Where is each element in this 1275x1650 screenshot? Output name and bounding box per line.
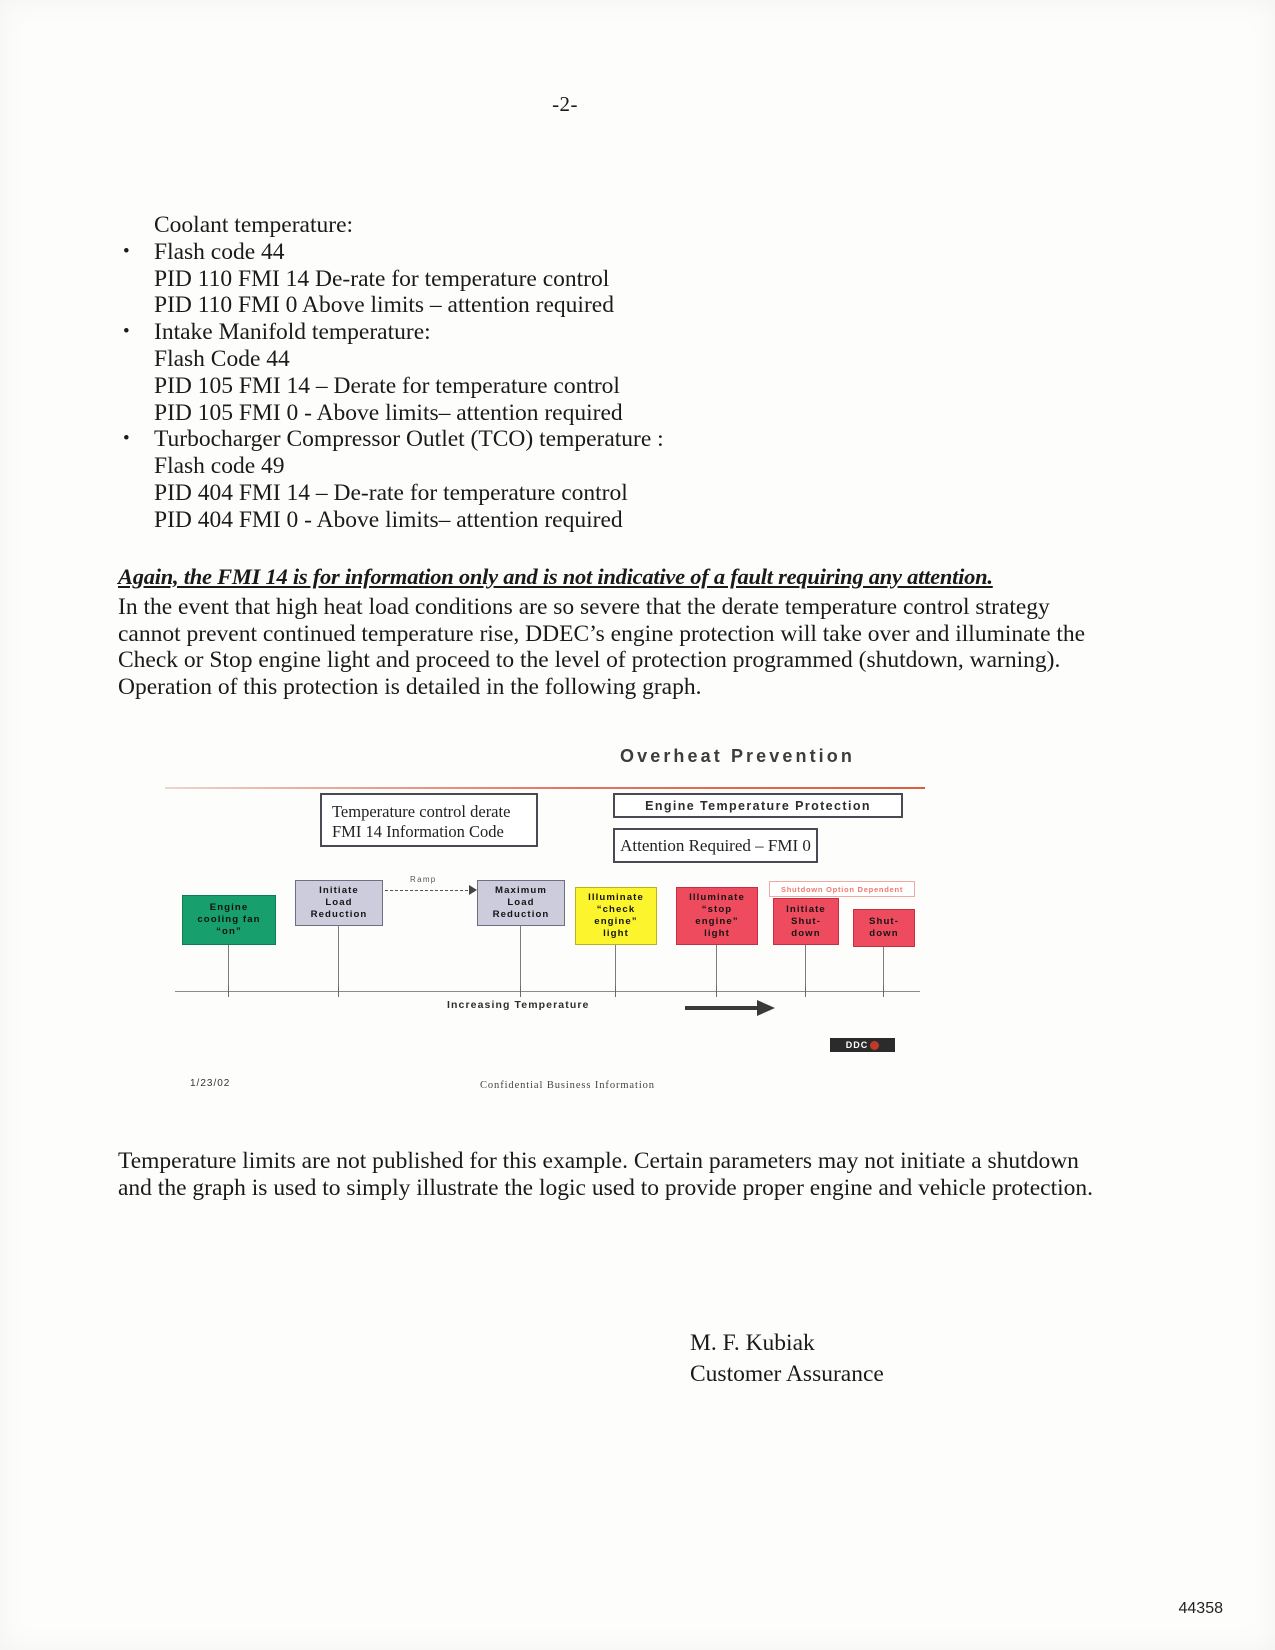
page-number: -2- (552, 92, 578, 116)
overheat-prevention-diagram (165, 735, 925, 1110)
paragraph-line: Check or Stop engine light and proceed to the level of protection programmed (shutdown, warning). (118, 647, 1061, 673)
flow-box-line: Load (325, 897, 353, 908)
bullet-spacer (118, 292, 154, 319)
closing-line: Temperature limits are not published for this example. Certain parameters may not initiate a shutdown (118, 1148, 1079, 1174)
list-item-text: PID 110 FMI 14 De-rate for temperature control (154, 265, 610, 292)
bullet-spacer (118, 212, 154, 239)
slide-date: 1/23/02 (190, 1078, 231, 1089)
flow-box-line: Shut- (868, 916, 899, 927)
list-item-text: PID 110 FMI 0 Above limits – attention required (154, 292, 614, 319)
flow-box-line: down (869, 928, 899, 939)
axis-tick (520, 986, 521, 997)
direction-arrow-head-icon (757, 1000, 775, 1016)
bullet-icon: • (123, 321, 130, 343)
stem-line (338, 926, 339, 991)
flow-box-line: Illuminate (689, 892, 745, 903)
document-id: 44358 (1178, 1600, 1223, 1617)
axis-label-increasing-temperature: Increasing Temperature (447, 999, 590, 1011)
flow-box-engine-cooling-fan (182, 895, 276, 945)
flow-box-line: Engine (209, 902, 249, 913)
list-item-text: Intake Manifold temperature: (154, 319, 431, 346)
list-item-text: Coolant temperature: (154, 212, 354, 238)
emphasis-statement: Again, the FMI 14 is for information only and is not indicative of a fault requiring any attention. (118, 564, 993, 589)
list-item (118, 319, 1098, 346)
axis-tick (883, 986, 884, 997)
list-item (118, 212, 1098, 239)
bullet-spacer (118, 480, 154, 507)
bullet-spacer (118, 266, 154, 293)
list-item-text: Flash code 44 (154, 238, 285, 265)
bullet-icon: • (123, 240, 130, 262)
list-item (118, 373, 1098, 400)
flow-box-line: light (603, 928, 629, 939)
flow-box-line: Initiate (319, 885, 359, 896)
bullet-spacer (118, 453, 154, 480)
stem-line (228, 945, 229, 991)
flow-box-maximum-load-reduction (477, 880, 565, 926)
list-item-text: Flash Code 44 (154, 345, 290, 372)
list-item (118, 400, 1098, 427)
flow-box-line: Illuminate (588, 892, 644, 903)
flow-box-initiate-shutdown (773, 898, 839, 945)
stem-line (716, 945, 717, 991)
list-item-text: PID 404 FMI 14 – De-rate for temperature control (154, 479, 628, 506)
axis-tick (615, 986, 616, 997)
ramp-label: Ramp (410, 875, 437, 884)
list-item-text: Flash code 49 (154, 453, 285, 480)
signature-name: M. F. Kubiak (690, 1330, 815, 1356)
stem-line (615, 945, 616, 991)
list-item (118, 480, 1098, 507)
shutdown-option-dependent-note: Shutdown Option Dependent (769, 881, 915, 897)
stem-line (805, 945, 806, 991)
slide-confidentiality-notice: Confidential Business Information (480, 1080, 655, 1091)
flow-box-line: Shut- (790, 915, 821, 927)
bullet-spacer (118, 400, 154, 427)
ddc-logo (830, 1038, 895, 1052)
flow-box-line: Load (507, 897, 535, 908)
list-item-text: PID 404 FMI 0 - Above limits– attention required (154, 506, 623, 533)
flow-box-line: “on” (216, 926, 242, 937)
caption-engine-temperature-protection: Engine Temperature Protection (613, 793, 903, 818)
caption-line-2: FMI 14 Information Code (332, 822, 504, 841)
axis-tick (338, 986, 339, 997)
flow-box-line: Reduction (492, 909, 550, 920)
signature-block (690, 1328, 884, 1390)
flow-box-line: light (704, 928, 730, 939)
flow-box-illuminate-stop-engine-light (676, 887, 758, 945)
closing-paragraph (118, 1148, 1093, 1202)
list-item (118, 426, 1098, 453)
signature-title: Customer Assurance (690, 1361, 884, 1387)
flow-box-initiate-load-reduction (295, 880, 383, 926)
flow-box-line: down (791, 927, 821, 939)
list-item (118, 453, 1098, 480)
flow-box-line: Maximum (495, 885, 547, 896)
caption-line-1: Temperature control derate (332, 802, 511, 821)
fault-code-list (118, 212, 1098, 534)
list-item-text: Turbocharger Compressor Outlet (TCO) temperature : (154, 426, 664, 453)
list-item (118, 266, 1098, 293)
diagram-title: Overheat Prevention (620, 746, 855, 766)
caption-attention-required: Attention Required – FMI 0 (613, 828, 818, 863)
list-item (118, 507, 1098, 534)
axis-tick (805, 986, 806, 997)
flow-box-illuminate-check-engine-light (575, 887, 657, 945)
list-item (118, 292, 1098, 319)
axis-tick (228, 986, 229, 997)
list-item-text: PID 105 FMI 0 - Above limits– attention required (154, 399, 623, 426)
flow-box-line: Reduction (310, 909, 368, 920)
stem-line (520, 926, 521, 991)
paragraph-line: Operation of this protection is detailed in the following graph. (118, 673, 702, 700)
list-item (118, 346, 1098, 373)
temperature-axis (175, 991, 920, 992)
stem-line (883, 947, 884, 991)
flow-box-line: engine” (695, 916, 739, 927)
list-item-text: PID 105 FMI 14 – Derate for temperature control (154, 372, 620, 399)
ddc-logo-dot-icon (870, 1041, 879, 1050)
flow-box-line: “stop (701, 904, 733, 915)
ramp-connector-line (385, 890, 473, 892)
flow-box-line: Initiate (786, 903, 826, 915)
bullet-spacer (118, 373, 154, 400)
flow-box-shutdown (853, 909, 915, 947)
flow-box-line: cooling fan (197, 914, 261, 925)
flow-box-line: “check (596, 904, 636, 915)
flow-box-line: engine” (594, 916, 638, 927)
axis-tick (716, 986, 717, 997)
direction-arrow-icon (685, 1006, 760, 1010)
closing-line: and the graph is used to simply illustrate the logic used to provide proper engine and vehicle protection. (118, 1175, 1093, 1201)
bullet-spacer (118, 507, 154, 534)
list-item (118, 239, 1098, 266)
bullet-spacer (118, 346, 154, 373)
caption-temperature-control-derate (320, 793, 538, 847)
explanatory-paragraph (118, 594, 1086, 700)
paragraph-line: cannot prevent continued temperature rise, DDEC’s engine protection will take over and illuminate the (118, 620, 1086, 647)
ddc-logo-text: DDC (845, 1040, 869, 1050)
paragraph-line: In the event that high heat load conditions are so severe that the derate temperature control strategy (118, 594, 1050, 620)
title-divider (165, 787, 925, 789)
bullet-icon: • (123, 428, 130, 450)
ramp-arrow-icon (469, 885, 477, 895)
